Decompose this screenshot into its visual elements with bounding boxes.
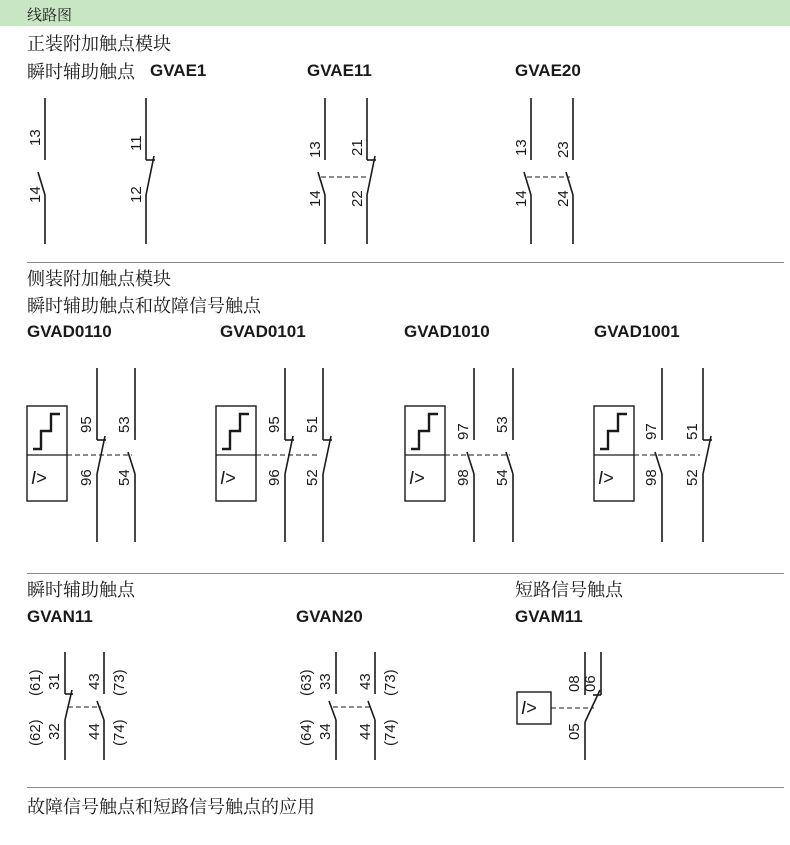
terminal-label: 14	[307, 190, 324, 207]
terminal-label: 53	[116, 416, 133, 433]
terminal-label: 32	[46, 723, 63, 740]
gvae20-diagram	[513, 98, 573, 244]
terminal-label: 53	[494, 416, 511, 433]
terminal-label: 97	[455, 423, 472, 440]
contact-no	[368, 652, 375, 760]
overcurrent-symbol: I>	[409, 468, 425, 488]
terminal-label: 13	[513, 139, 530, 156]
terminal-label: (73)	[382, 669, 399, 696]
gvan11-diagram	[27, 652, 128, 760]
gvad0110-diagram	[27, 368, 135, 542]
gvae1-diagram	[27, 98, 155, 244]
terminal-label: 96	[78, 469, 95, 486]
contact-nc	[703, 368, 712, 542]
terminal-label: 97	[643, 423, 660, 440]
model-gvae20: GVAE20	[515, 61, 581, 80]
contact-nc	[323, 368, 332, 542]
terminal-label: (62)	[27, 719, 44, 746]
overcurrent-symbol: I>	[31, 468, 47, 488]
terminal-label: 23	[555, 141, 572, 158]
terminal-label: 44	[357, 723, 374, 740]
terminal-label: 33	[317, 673, 334, 690]
model-gvad0101: GVAD0101	[220, 322, 306, 341]
model-gvae11: GVAE11	[307, 61, 372, 80]
terminal-label: 11	[128, 135, 145, 151]
gvad1001-diagram	[594, 368, 712, 542]
terminal-label: 96	[266, 469, 283, 486]
terminal-label: 21	[349, 139, 366, 156]
footer-title: 故障信号触点和短路信号触点的应用	[27, 797, 315, 818]
header-title: 线路图	[27, 6, 73, 24]
terminal-label: (73)	[111, 669, 128, 696]
terminal-label: (74)	[382, 719, 399, 746]
contact-no	[524, 98, 531, 244]
side-mount-subtitle: 瞬时辅助触点和故障信号触点	[27, 296, 261, 317]
terminal-label: 05	[566, 723, 583, 740]
terminal-label: 12	[128, 186, 145, 203]
contact-nc	[65, 652, 73, 760]
trip-indicator-box	[216, 406, 256, 501]
contact-no	[566, 98, 573, 244]
trip-indicator-box	[405, 406, 445, 501]
terminal-label: 34	[317, 723, 334, 740]
terminal-label: 95	[78, 416, 95, 433]
gvae11-diagram	[307, 98, 376, 244]
terminal-label: (74)	[111, 719, 128, 746]
model-gvan11: GVAN11	[27, 607, 93, 626]
changeover-contact	[585, 652, 601, 760]
terminal-label: 43	[357, 673, 374, 690]
model-gvad1010: GVAD1010	[404, 322, 490, 341]
contact-no	[97, 652, 104, 760]
model-gvae1: GVAE1	[150, 61, 207, 80]
terminal-label: 08	[566, 675, 583, 692]
trip-indicator-box	[594, 406, 634, 501]
overcurrent-symbol: I>	[220, 468, 236, 488]
terminal-label: 13	[27, 129, 44, 146]
terminal-label: 43	[86, 673, 103, 690]
terminal-label: 51	[684, 423, 701, 440]
contact-nc	[367, 98, 376, 244]
terminal-label: 13	[307, 141, 324, 158]
contact-nc	[97, 368, 106, 542]
terminal-label: 06	[582, 675, 599, 692]
overcurrent-symbol: I>	[521, 698, 537, 718]
terminal-label: 54	[494, 469, 511, 486]
contact-nc	[146, 98, 155, 244]
terminal-label: (64)	[298, 719, 315, 746]
contact-no	[38, 98, 45, 244]
terminal-label: 52	[304, 469, 321, 486]
model-gvan20: GVAN20	[296, 607, 363, 626]
front-mount-subtitle: 瞬时辅助触点	[27, 62, 135, 83]
gvad1010-diagram	[405, 368, 513, 542]
terminal-label: (63)	[298, 669, 315, 696]
terminal-label: 31	[46, 673, 63, 690]
terminal-label: (61)	[27, 669, 44, 696]
terminal-label: 54	[116, 469, 133, 486]
terminal-label: 98	[643, 469, 660, 486]
side-mount-title: 侧装附加触点模块	[27, 269, 171, 290]
terminal-label: 95	[266, 416, 283, 433]
model-gvad1001: GVAD1001	[594, 322, 680, 341]
terminal-label: 24	[555, 190, 572, 207]
front-mount-title: 正装附加触点模块	[27, 34, 171, 55]
terminal-label: 14	[27, 186, 44, 203]
contact-no	[329, 652, 336, 760]
gvam11-diagram	[517, 652, 601, 760]
gvan20-diagram	[298, 652, 399, 760]
trip-indicator-box	[27, 406, 67, 501]
model-gvad0110: GVAD0110	[27, 322, 112, 341]
terminal-label: 98	[455, 469, 472, 486]
gvad0101-diagram	[216, 368, 332, 542]
overcurrent-symbol: I>	[598, 468, 614, 488]
model-gvam11: GVAM11	[515, 607, 583, 626]
terminal-label: 52	[684, 469, 701, 486]
terminal-label: 51	[304, 416, 321, 433]
contact-no	[318, 98, 325, 244]
short-circuit-indicator-box	[517, 692, 551, 724]
instant-aux-title: 瞬时辅助触点	[27, 580, 135, 601]
terminal-label: 22	[349, 190, 366, 207]
terminal-label: 44	[86, 723, 103, 740]
short-circuit-title: 短路信号触点	[515, 580, 623, 601]
terminal-label: 14	[513, 190, 530, 207]
